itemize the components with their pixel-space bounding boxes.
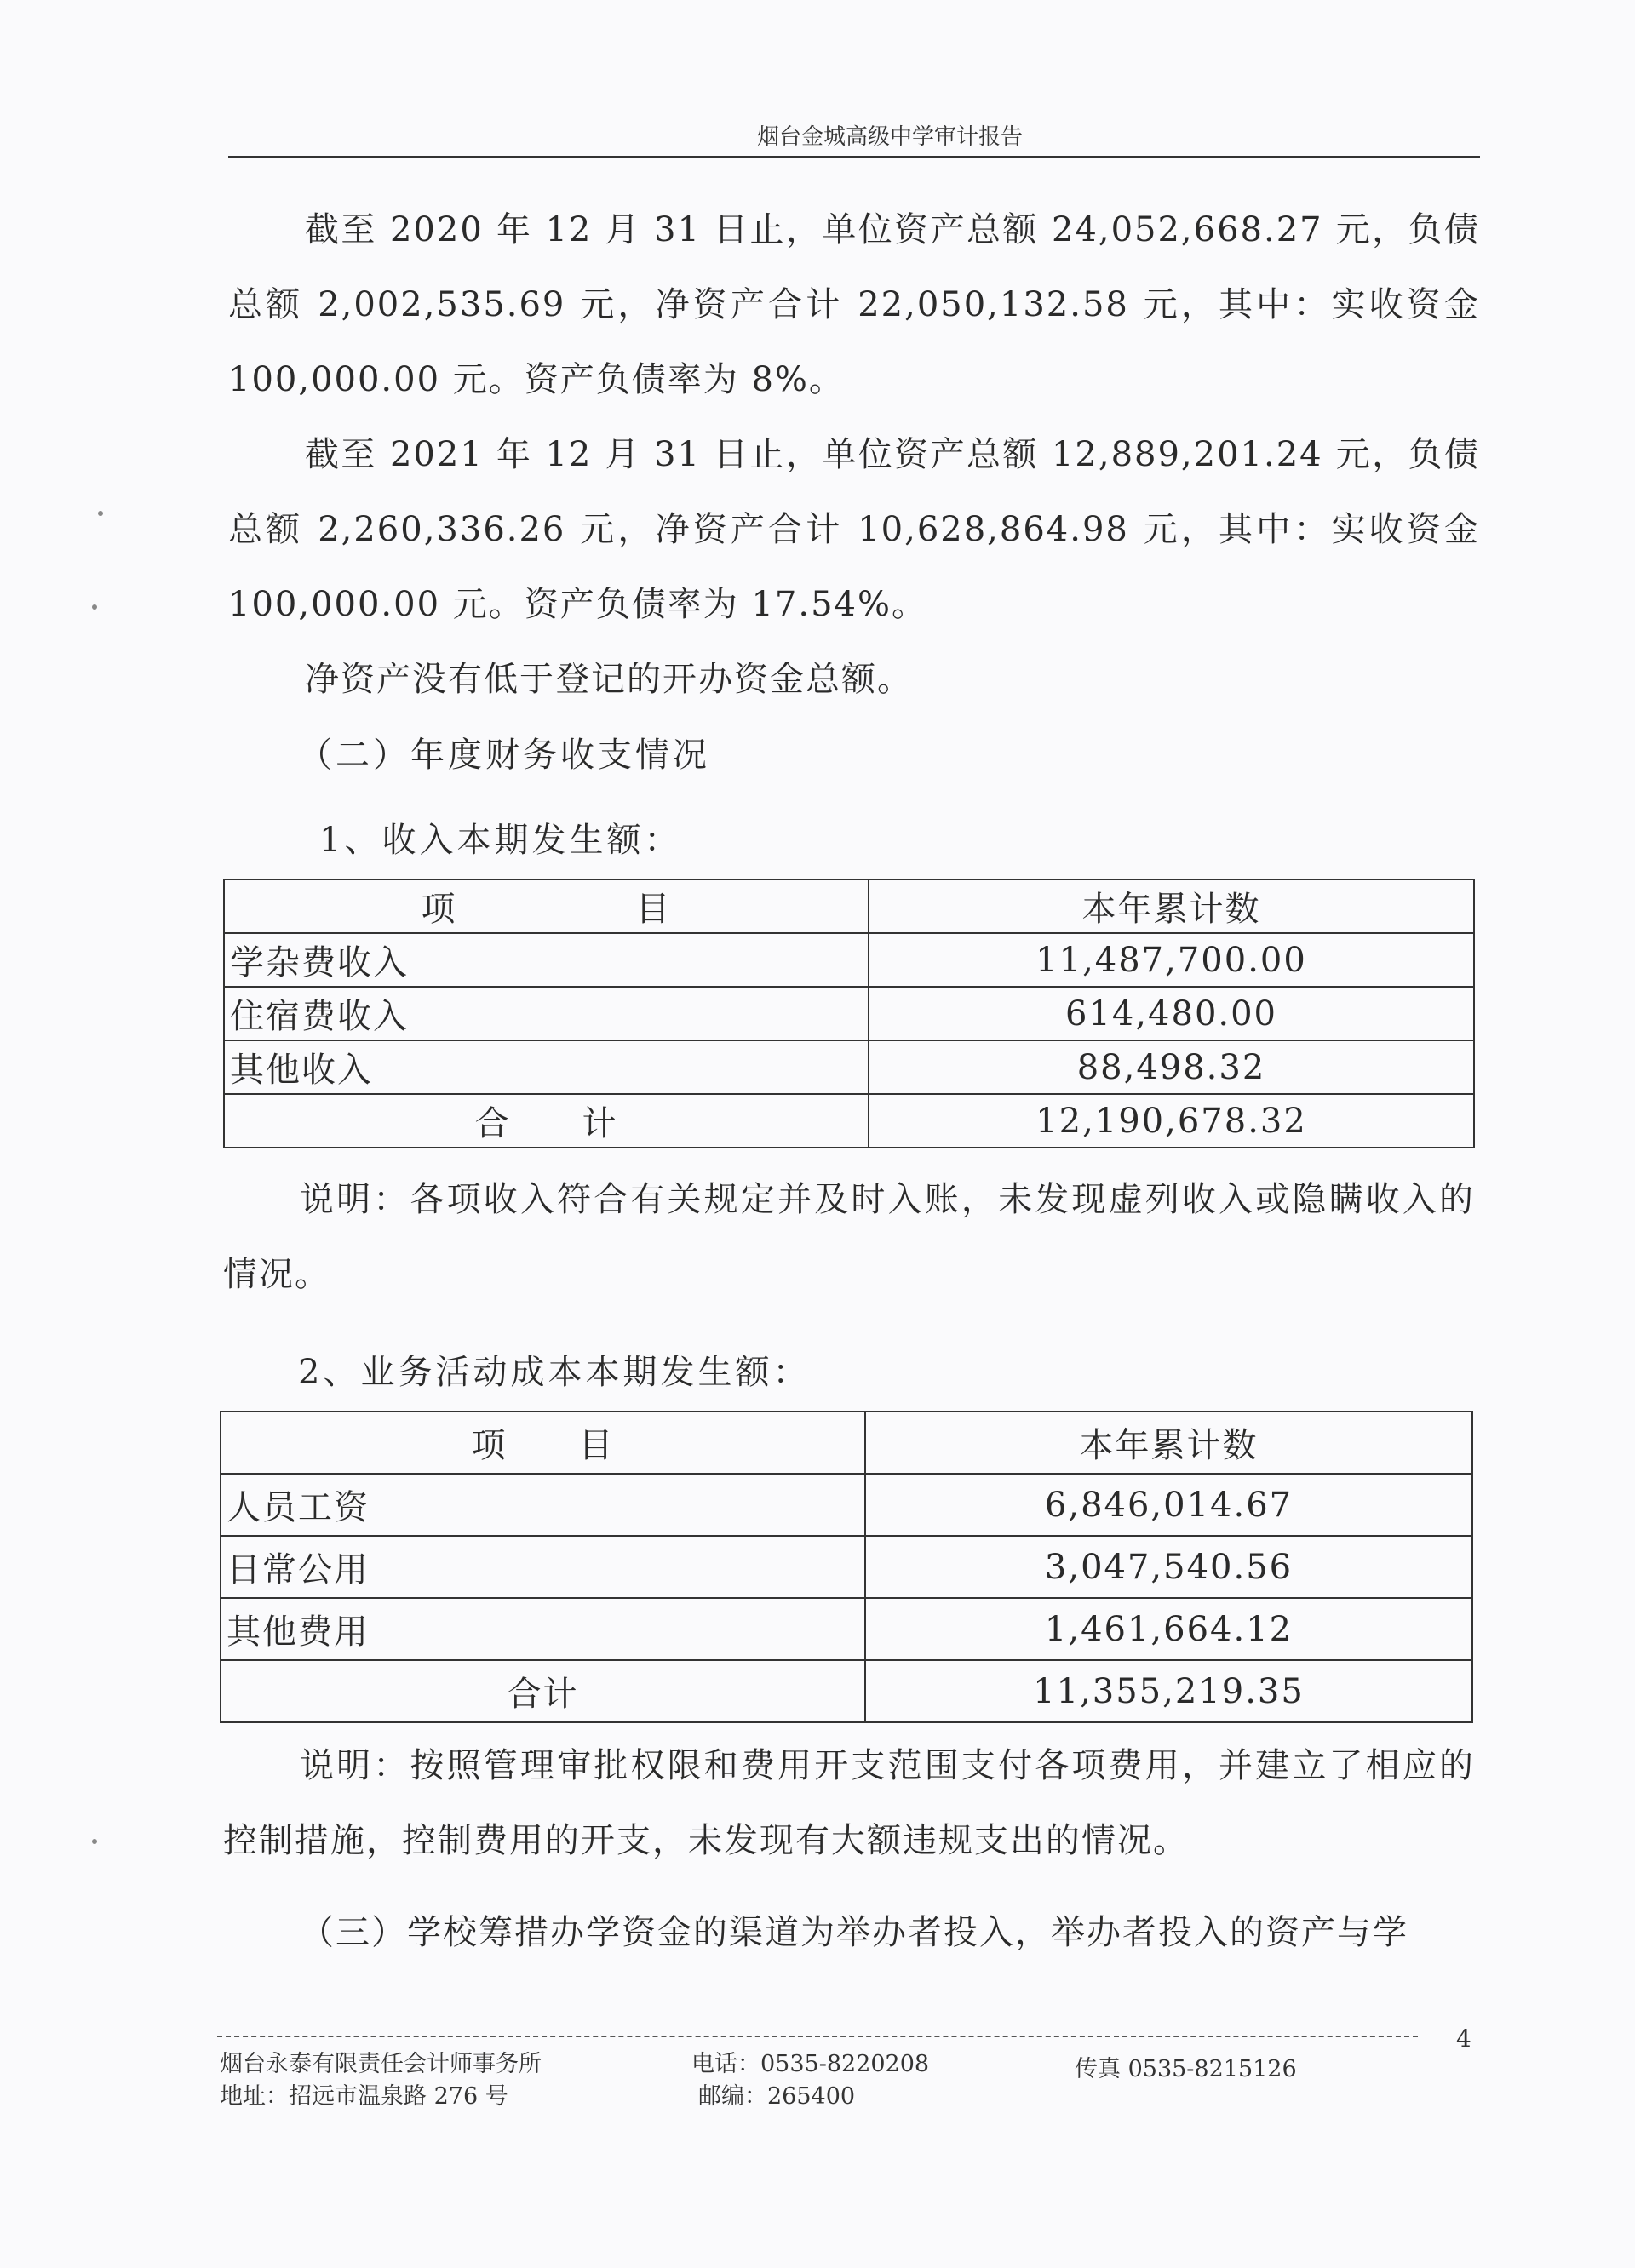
row-label: 人员工资 — [221, 1474, 865, 1536]
footer-firm-name: 烟台永泰有限责任会计师事务所 — [220, 2051, 542, 2077]
row-value: 88,498.32 — [869, 1040, 1474, 1094]
total-value: 11,355,219.35 — [865, 1660, 1472, 1722]
row-label: 日常公用 — [221, 1536, 865, 1598]
table-row — [224, 987, 1474, 1040]
row-label: 其他费用 — [221, 1598, 865, 1660]
column-header-item: 项 目 — [221, 1412, 865, 1474]
binding-hole-mark — [98, 511, 103, 516]
row-value: 3,047,540.56 — [865, 1536, 1472, 1598]
table-total-row — [224, 1094, 1474, 1148]
binding-hole-mark — [92, 1839, 97, 1844]
column-header-item: 项 目 — [224, 879, 869, 933]
table-row — [221, 1536, 1472, 1598]
page-number: 4 — [1456, 2025, 1472, 2053]
income-table — [223, 879, 1475, 1148]
table-row — [221, 1474, 1472, 1536]
row-value: 614,480.00 — [869, 987, 1474, 1040]
row-value: 1,461,664.12 — [865, 1598, 1472, 1660]
table-header-row — [224, 879, 1474, 933]
total-label: 合 计 — [224, 1094, 869, 1148]
total-value: 12,190,678.32 — [869, 1094, 1474, 1148]
table-row — [224, 933, 1474, 987]
report-header-title: 烟台金城高级中学审计报告 — [756, 124, 1023, 150]
footer-address: 地址：招远市温泉路 276 号 — [220, 2083, 508, 2110]
footer-phone: 电话：0535-8220208 — [691, 2051, 930, 2077]
header-divider — [228, 156, 1480, 158]
row-label: 住宿费收入 — [224, 987, 869, 1040]
paragraph-2021-summary: 截至 2021 年 12 月 31 日止，单位资产总额 12,889,201.24 元，负债总额 2,260,336.26 元，净资产合计 10,628,864.98 元，其中：实收资金 100,000.00 元。资产负债率为 17.54%。 — [228, 435, 1480, 624]
table-row — [224, 1040, 1474, 1094]
cost-table — [220, 1411, 1473, 1723]
cost-note: 说明：按照管理审批权限和费用开支范围支付各项费用，并建立了相应的控制措施，控制费用的开支，未发现有大额违规支出的情况。 — [223, 1746, 1475, 1860]
column-header-annual-total: 本年累计数 — [865, 1412, 1472, 1474]
paragraph-funding-channels: （三）学校筹措办学资金的渠道为举办者投入，举办者投入的资产与学 — [300, 1913, 1408, 1952]
footer-divider — [217, 2036, 1418, 2037]
binding-hole-mark — [92, 604, 97, 610]
row-value: 11,487,700.00 — [869, 933, 1474, 987]
footer-fax: 传真 0535-8215126 — [1075, 2056, 1297, 2082]
table-row — [221, 1598, 1472, 1660]
column-header-annual-total: 本年累计数 — [869, 879, 1474, 933]
paragraph-2020-summary: 截至 2020 年 12 月 31 日止，单位资产总额 24,052,668.27 元，负债总额 2,002,535.69 元，净资产合计 22,050,132.58 元，其中：实收资金 100,000.00 元。资产负债率为 8%。 — [228, 210, 1480, 399]
table-header-row — [221, 1412, 1472, 1474]
table-total-row — [221, 1660, 1472, 1722]
total-label: 合计 — [221, 1660, 865, 1722]
row-label: 其他收入 — [224, 1040, 869, 1094]
cost-table-heading: 2、业务活动成本本期发生额： — [298, 1353, 811, 1392]
footer-postcode: 邮编：265400 — [698, 2083, 856, 2110]
paragraph-net-assets: 净资产没有低于登记的开办资金总额。 — [305, 660, 913, 699]
row-label: 学杂费收入 — [224, 933, 869, 987]
income-note: 说明：各项收入符合有关规定并及时入账，未发现虚列收入或隐瞒收入的情况。 — [223, 1180, 1475, 1294]
section-heading-annual-finance: （二）年度财务收支情况 — [298, 736, 710, 775]
income-table-heading: 1、收入本期发生额： — [319, 821, 682, 860]
row-value: 6,846,014.67 — [865, 1474, 1472, 1536]
